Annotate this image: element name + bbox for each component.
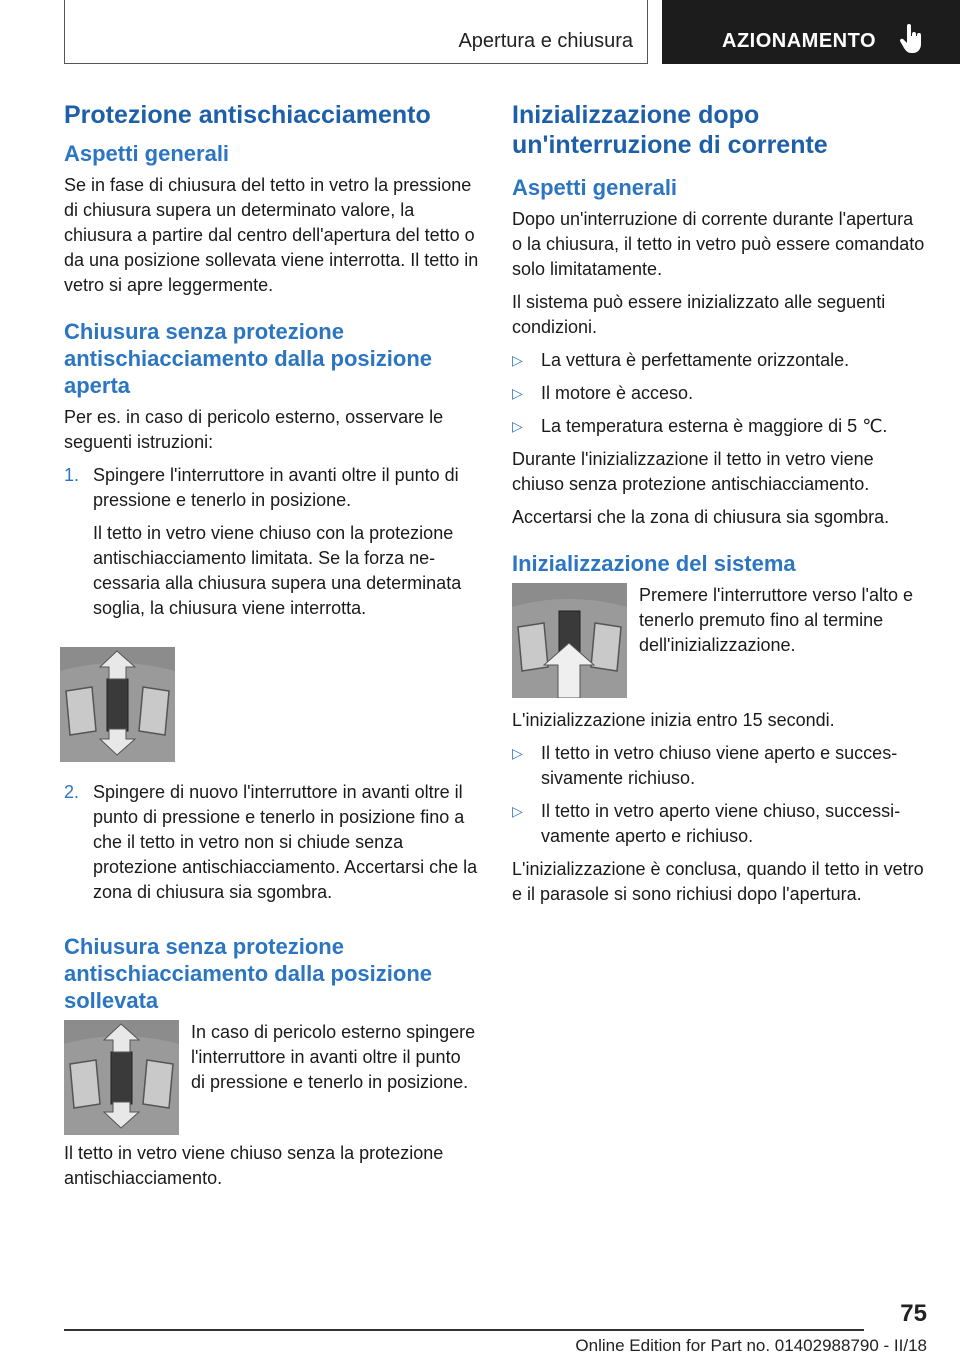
paragraph: Accertarsi che la zona di chiusura sia sgombra.: [512, 507, 890, 527]
switch-illustration: [512, 583, 627, 698]
section-heading-anti-pinch: Protezione antischiacciamento: [64, 101, 431, 129]
subheading-raised-position: Chiusura senza protezione antischiacciamento dalla posizione sollevata: [64, 934, 432, 1013]
paragraph: Dopo un'interruzione di corrente durante l'apertura o la chiusura, il tetto in vetro può essere comandato solo limitatamente.: [512, 209, 925, 279]
paragraph: Durante l'inizializzazione il tetto in vetro viene chiuso senza protezione antischiacciamento.: [512, 449, 874, 494]
footer-edition: Online Edition for Part no. 01402988790 - II/18: [575, 1336, 927, 1355]
hand-pointer-icon: [898, 24, 924, 54]
image-with-text: [64, 1020, 479, 1135]
image-with-text: [512, 583, 927, 698]
paragraph: Il sistema può essere inizializzato alle seguenti condizioni.: [512, 292, 886, 337]
subheading-general: Aspetti generali: [512, 175, 678, 200]
section-header-box: [64, 0, 648, 64]
list-item: ▷ Il tetto in vetro aperto viene chiuso, successivamente aperto e richiuso.: [512, 799, 927, 849]
step-number: 2.: [64, 782, 80, 802]
triangle-bullet-icon: ▷: [512, 803, 523, 819]
switch-illustration: [64, 1020, 179, 1135]
step-note: Il tetto in vetro viene chiuso con la protezione antischiacciamento limitata. Se la forza necessaria alla chiusura supera una determinata soglia, la chiusura viene interrotta.: [93, 523, 462, 618]
paragraph: In caso di pericolo esterno spingere l'interruttore in avanti oltre il punto di pressione e tenerlo in posizione.: [191, 1022, 476, 1092]
page-number: 75: [900, 1300, 927, 1327]
paragraph: L'inizializzazione inizia entro 15 secondi.: [512, 710, 835, 730]
triangle-bullet-icon: ▷: [512, 418, 523, 434]
paragraph: Premere l'interruttore verso l'alto e tenerlo premuto fino al termine dell'inizializzazione.: [639, 585, 913, 655]
list-item: ▷ Il tetto in vetro chiuso viene aperto e successivamente richiuso.: [512, 741, 927, 791]
list-item: ▷ La vettura è perfettamente orizzontale.: [512, 348, 927, 373]
section-title: Apertura e chiusura: [458, 30, 633, 52]
subheading-system-init: Inizializzazione del sistema: [512, 551, 796, 576]
numbered-step: [64, 463, 479, 629]
list-item: ▷ La temperatura esterna è maggiore di 5 ℃.: [512, 414, 927, 439]
left-column: [64, 100, 479, 1199]
chapter-tab: [662, 0, 960, 64]
numbered-step: [64, 780, 479, 913]
footer-divider: [64, 1329, 864, 1331]
paragraph: Se in fase di chiusura del tetto in vetro la pressione di chiusura supera un determinato valore, la chiusura a partire dal centro dell'apertura del tetto o da una posizione sollevata viene interrotta. Il tetto in vetro si apre leggermente.: [64, 175, 479, 295]
page-header: [0, 0, 960, 66]
paragraph: L'inizializzazione è conclusa, quando il tetto in vetro e il parasole si sono richiusi dopo l'apertura.: [512, 859, 924, 904]
section-heading-power-interruption: Inizializzazione dopo un'interruzione di corrente: [512, 101, 828, 159]
triangle-bullet-icon: ▷: [512, 352, 523, 368]
step-text: Spingere l'interruttore in avanti oltre il punto di pressione e tenerlo in posizione.: [93, 465, 459, 510]
subheading-open-position: Chiusura senza protezione antischiacciamento dalla posizione aperta: [64, 319, 432, 398]
step-text: Spingere di nuovo l'interruttore in avanti oltre il punto di pressione e tenerlo in posizione fino a che il tetto in vetro non si chiude senza protezione antischiacciamento. Accertarsi che la zona di chiusura sia sgombra.: [93, 782, 478, 902]
triangle-bullet-icon: ▷: [512, 745, 523, 761]
triangle-bullet-icon: ▷: [512, 385, 523, 401]
list-item: ▷ Il motore è acceso.: [512, 381, 927, 406]
paragraph: Il tetto in vetro viene chiuso senza la protezione antischiacciamento.: [64, 1143, 444, 1188]
step-number: 1.: [64, 465, 80, 485]
right-column: [512, 100, 927, 915]
switch-illustration: [60, 647, 175, 762]
subheading-general: Aspetti generali: [64, 141, 230, 166]
paragraph: Per es. in caso di pericolo esterno, osservare le seguenti istruzioni:: [64, 407, 444, 452]
chapter-label: AZIONAMENTO: [722, 30, 877, 52]
